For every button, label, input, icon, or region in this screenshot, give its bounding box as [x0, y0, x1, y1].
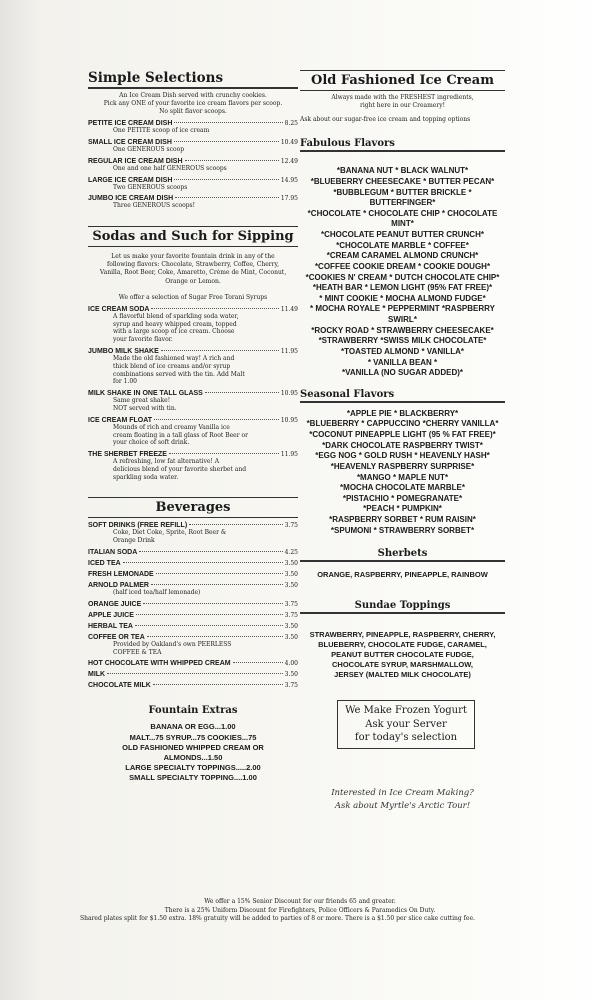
- item-price: 10.95: [280, 416, 298, 424]
- item-price: 14.95: [280, 176, 298, 184]
- item-name: REGULAR ICE CREAM DISH: [88, 157, 183, 165]
- dot-leader: [147, 636, 283, 637]
- menu-item: [88, 671, 298, 678]
- item-description: Mounds of rich and creamy Vanilla ice: [113, 423, 230, 431]
- item-name: ARNOLD PALMER: [88, 582, 149, 590]
- item-description: Orange Drink: [113, 537, 155, 545]
- flavor-line: *PISTACHIO * POMEGRANATE*: [342, 493, 463, 503]
- intro-line: An Ice Cream Dish served with crunchy cookies.: [119, 92, 267, 99]
- item-name: CHOCOLATE MILK: [88, 682, 151, 690]
- frozen-line: for today's selection: [354, 732, 458, 744]
- intro-line: Always made with the FRESHEST ingredients,: [331, 94, 474, 101]
- item-description: Two GENEROUS scoops: [113, 183, 188, 191]
- sherbets-list: ORANGE, RASPBERRY, PINEAPPLE, RAINBOW: [317, 570, 488, 580]
- flavor-line: *BUBBLEGUM * BUTTER BRICKLE * BUTTERFINGER*: [333, 187, 472, 208]
- fabulous-flavors-list: [300, 166, 505, 379]
- flavor-line: *MOCHA CHOCOLATE MARBLE*: [340, 483, 465, 493]
- arctic-tour-note: [300, 787, 505, 814]
- soda-items: [88, 306, 298, 482]
- extra-line: ALMONDS...1.50: [163, 752, 223, 762]
- item-price: 11.49: [280, 305, 298, 313]
- topping-line: PEANUT BUTTER CHOCOLATE FUDGE,: [331, 650, 474, 660]
- dot-leader: [185, 160, 279, 161]
- seasonal-flavors-title: Seasonal Flavors: [300, 389, 505, 403]
- flavor-line: *STRAWBERRY *SWISS MILK CHOCOLATE*: [318, 336, 487, 346]
- intro-line: No split flavor scoops.: [159, 108, 227, 116]
- item-price: 10.95: [280, 390, 298, 398]
- item-name: SOFT DRINKS (FREE REFILL): [88, 522, 188, 530]
- simple-selections-section: [88, 70, 298, 210]
- item-price: 11.95: [280, 451, 298, 459]
- item-description: your choice of soft drink.: [113, 439, 190, 447]
- flavor-line: *CHOCOLATE * CHOCOLATE CHIP * CHOCOLATE MINT*: [307, 208, 498, 229]
- dot-leader: [161, 350, 279, 351]
- frozen-line: We Make Frozen Yogurt: [345, 705, 467, 717]
- beverage-items: [88, 522, 298, 689]
- menu-item: [88, 158, 298, 165]
- left-column: [88, 70, 298, 783]
- item-name: HERBAL TEA: [88, 622, 133, 630]
- item-price: 11.95: [280, 347, 298, 355]
- sherbets-section: [300, 548, 505, 580]
- sodas-section: [88, 226, 298, 481]
- item-description: syrup and heavy whipped cream, topped: [113, 320, 237, 328]
- item-name: ITALIAN SODA: [88, 549, 138, 557]
- item-price: 17.95: [280, 195, 298, 203]
- dot-leader: [169, 453, 279, 454]
- item-description: for 1.00: [113, 378, 137, 386]
- simple-selections-title: Simple Selections: [88, 70, 298, 89]
- old-fashioned-section: [300, 70, 505, 124]
- fountain-extras-title: Fountain Extras: [148, 705, 238, 717]
- menu-item: [88, 195, 298, 202]
- arctic-line: Interested in Ice Cream Making?: [331, 787, 474, 798]
- menu-item: [88, 582, 298, 589]
- item-description: Three GENEROUS scoops!: [113, 202, 196, 210]
- sugar-free-note: Ask about our sugar-free ice cream and topping options: [300, 116, 471, 124]
- arctic-line: Ask about Myrtle's Arctic Tour!: [334, 801, 471, 812]
- flavor-line: *COOKIES N' CREAM * DUTCH CHOCOLATE CHIP*: [305, 272, 500, 282]
- intro-line: following flavors: Chocolate, Strawberry, Coffee, Cherry,: [107, 261, 279, 269]
- flavor-line: *BLUEBERRY CHEESECAKE * BUTTER PECAN*: [310, 176, 495, 186]
- item-price: 4.25: [284, 549, 298, 557]
- item-name: ICE CREAM SODA: [88, 305, 150, 313]
- item-name: MILK SHAKE IN ONE TALL GLASS: [88, 390, 203, 398]
- item-name: FRESH LEMONADE: [88, 571, 154, 579]
- old-fashioned-title: Old Fashioned Ice Cream: [300, 70, 505, 91]
- item-description: Made the old fashioned way! A rich and: [113, 354, 235, 362]
- item-name: HOT CHOCOLATE WITH WHIPPED CREAM: [88, 660, 231, 668]
- item-name: MILK: [88, 671, 106, 679]
- item-name: JUMBO ICE CREAM DISH: [88, 195, 174, 203]
- flavor-line: *EGG NOG * GOLD RUSH * HEAVENLY HASH*: [315, 451, 490, 461]
- menu-item: [88, 390, 298, 397]
- menu-item: [88, 682, 298, 689]
- extra-line: LARGE SPECIALTY TOPPINGS.....2.00: [125, 762, 261, 772]
- flavor-line: *ROCKY ROAD * STRAWBERRY CHEESECAKE*: [311, 325, 494, 335]
- dot-leader: [136, 614, 283, 615]
- item-description: One GENEROUS scoop: [113, 146, 185, 154]
- menu-item: [88, 549, 298, 556]
- item-price: 3.50: [284, 633, 298, 641]
- dot-leader: [139, 551, 282, 552]
- item-price: 3.50: [284, 622, 298, 630]
- item-description: (half iced tea/half lemonade): [113, 589, 201, 597]
- flavor-line: *CHOCOLATE MARBLE * COFFEE*: [336, 240, 469, 250]
- menu-item: [88, 139, 298, 146]
- intro-line: Orange or Lemon.: [165, 277, 221, 285]
- item-price: 4.00: [284, 660, 298, 668]
- topping-line: STRAWBERRY, PINEAPPLE, RASPBERRY, CHERRY,: [309, 630, 496, 640]
- item-description: COFFEE & TEA: [113, 648, 162, 656]
- item-name: JUMBO MILK SHAKE: [88, 347, 159, 355]
- item-name: SMALL ICE CREAM DISH: [88, 139, 172, 147]
- menu-item: [88, 120, 298, 127]
- intro-line: Pick any ONE of your favorite ice cream flavors per scoop.: [103, 100, 283, 108]
- footer-notes: [80, 898, 520, 924]
- item-description: thick blend of ice creams and/or syrup: [113, 362, 231, 370]
- flavor-line: * VANILLA BEAN *: [367, 357, 438, 367]
- sherbets-title: Sherbets: [300, 548, 505, 562]
- item-description: combinations served with the tin. Add Malt: [113, 370, 245, 378]
- item-description: Coke, Diet Coke, Sprite, Root Beer &: [113, 529, 227, 537]
- simple-items: [88, 120, 298, 210]
- extra-line: MALT...75 SYRUP...75 COOKIES...75: [129, 732, 257, 742]
- flavor-line: * MINT COOKIE * MOCHA ALMOND FUDGE*: [319, 293, 486, 303]
- flavor-line: *COCONUT PINEAPPLE LIGHT (95 % FAT FREE)*: [309, 430, 496, 440]
- flavor-line: *TOASTED ALMOND * VANILLA*: [341, 346, 464, 356]
- item-description: cream floating in a tall glass of Root Beer or: [113, 431, 248, 439]
- dot-leader: [205, 392, 279, 393]
- extra-line: BANANA OR EGG...1.00: [150, 722, 236, 732]
- item-description: Provided by Oakland's own PEERLESS: [113, 640, 232, 648]
- torani-note: We offer a selection of Sugar Free Torani Syrups: [118, 293, 268, 301]
- menu-item: [88, 571, 298, 578]
- item-name: THE SHERBET FREEZE: [88, 451, 167, 459]
- flavor-line: *PEACH * PUMPKIN*: [363, 504, 442, 514]
- item-description: your favorite flavor.: [113, 336, 173, 344]
- flavor-line: *VANILLA (NO SUGAR ADDED)*: [341, 368, 464, 378]
- intro-line: Let us make your favorite fountain drink in any of the: [111, 253, 275, 261]
- topping-line: JERSEY (MALTED MILK CHOCOLATE): [334, 670, 471, 680]
- fabulous-flavors-title: Fabulous Flavors: [300, 138, 505, 152]
- item-description: NOT served with tin.: [113, 404, 177, 412]
- fountain-extras-section: [88, 705, 298, 783]
- sundae-toppings-section: [300, 600, 505, 680]
- beverages-section: [88, 497, 298, 689]
- sundae-toppings-list: [300, 630, 505, 680]
- intro-line: right here in our Creamery!: [360, 102, 445, 110]
- topping-line: BLUEBERRY, CHOCOLATE FUDGE, CARAMEL,: [318, 640, 487, 650]
- flavor-line: *CREAM CARAMEL ALMOND CRUNCH*: [326, 251, 479, 261]
- extra-line: OLD FASHIONED WHIPPED CREAM OR: [122, 742, 264, 752]
- dot-leader: [175, 197, 279, 198]
- dot-leader: [107, 673, 283, 674]
- item-price: 3.75: [284, 522, 298, 530]
- menu-item: [88, 623, 298, 630]
- dot-leader: [189, 524, 282, 525]
- item-description: One PETITE scoop of ice cream: [113, 127, 210, 135]
- flavor-line: *CHOCOLATE PEANUT BUTTER CRUNCH*: [321, 230, 484, 240]
- right-column: [300, 70, 505, 814]
- item-name: PETITE ICE CREAM DISH: [88, 120, 173, 128]
- simple-intro: [88, 92, 298, 116]
- sodas-intro: [88, 253, 298, 285]
- item-name: LARGE ICE CREAM DISH: [88, 176, 173, 184]
- item-name: COFFEE OR TEA: [88, 633, 145, 641]
- seasonal-flavors-list: [300, 409, 505, 537]
- flavor-line: *RASPBERRY SORBET * RUM RAISIN*: [329, 515, 476, 525]
- flavor-line: *HEATH BAR * LEMON LIGHT (95% FAT FREE)*: [312, 283, 493, 293]
- flavor-line: *MANGO * MAPLE NUT*: [356, 472, 449, 482]
- menu-item: [88, 451, 298, 458]
- item-price: 3.50: [284, 560, 298, 568]
- item-name: ICED TEA: [88, 560, 121, 568]
- fabulous-flavors-section: [300, 138, 505, 379]
- menu-item: [88, 417, 298, 424]
- dot-leader: [174, 122, 282, 123]
- flavor-line: *APPLE PIE * BLACKBERRY*: [346, 408, 459, 418]
- item-price: 8.25: [284, 120, 298, 128]
- item-price: 3.50: [284, 671, 298, 679]
- item-name: ICE CREAM FLOAT: [88, 416, 153, 424]
- item-description: A flavorful blend of sparkling soda water,: [113, 312, 239, 320]
- menu-item: [88, 612, 298, 619]
- item-description: delicious blend of your favorite sherbet and: [113, 465, 247, 473]
- item-price: 10.49: [280, 139, 298, 147]
- fountain-extras-list: [88, 722, 298, 783]
- page-edge-shadow: [0, 0, 40, 1000]
- flavor-line: *HEAVENLY RASPBERRY SURPRISE*: [330, 461, 475, 471]
- dot-leader: [174, 179, 278, 180]
- frozen-yogurt-box: [337, 700, 475, 749]
- footer-line: We offer a 15% Senior Discount for our friends 65 and greater.: [204, 898, 396, 905]
- extra-line: SMALL SPECIALTY TOPPING....1.00: [129, 773, 257, 783]
- flavor-line: * MOCHA ROYALE * PEPPERMINT *RASPBERRY SWIRL*: [310, 304, 495, 325]
- dot-leader: [154, 419, 279, 420]
- beverages-title: Beverages: [88, 497, 298, 518]
- dot-leader: [174, 141, 279, 142]
- footer-line: Shared plates split for $1.50 extra. 18% gratuity will be added to parties of 8 or more. There is a $1.50 per slice cake cutting fee.: [80, 915, 475, 923]
- frozen-line: Ask your Server: [365, 718, 447, 730]
- dot-leader: [156, 573, 283, 574]
- menu-item: [88, 522, 298, 529]
- item-description: A refreshing, low fat alternative! A: [113, 458, 220, 466]
- dot-leader: [123, 562, 283, 563]
- item-price: 3.75: [284, 600, 298, 608]
- menu-item: [88, 660, 298, 667]
- seasonal-flavors-section: [300, 389, 505, 537]
- menu-item: [88, 634, 298, 641]
- item-description: sparkling soda water.: [113, 473, 179, 481]
- dot-leader: [143, 603, 282, 604]
- topping-line: CHOCOLATE SYRUP, MARSHMALLOW,: [332, 660, 473, 670]
- item-price: 3.50: [284, 571, 298, 579]
- item-price: 12.49: [280, 157, 298, 165]
- menu-item: [88, 348, 298, 355]
- flavor-line: *COFFEE COOKIE DREAM * COOKIE DOUGH*: [314, 261, 491, 271]
- menu-item: [88, 177, 298, 184]
- dot-leader: [151, 308, 278, 309]
- item-price: 3.50: [284, 582, 298, 590]
- item-description: Same great shake!: [113, 397, 171, 405]
- flavor-line: *DARK CHOCOLATE RASPBERRY TWIST*: [322, 440, 483, 450]
- item-price: 3.75: [284, 611, 298, 619]
- flavor-line: *SPUMONI * STRAWBERRY SORBET*: [330, 525, 475, 535]
- flavor-line: *BANANA NUT * BLACK WALNUT*: [336, 166, 469, 176]
- item-description: with a large scoop of ice cream. Choose: [113, 328, 235, 336]
- dot-leader: [135, 625, 283, 626]
- item-name: ORANGE JUICE: [88, 600, 142, 608]
- flavor-line: *BLUEBERRY * CAPPUCCINO *CHERRY VANILLA*: [306, 419, 499, 429]
- dot-leader: [151, 584, 283, 585]
- menu-item: [88, 560, 298, 567]
- old-fashioned-intro: [300, 94, 505, 110]
- menu-item: [88, 306, 298, 313]
- item-name: APPLE JUICE: [88, 611, 134, 619]
- dot-leader: [153, 684, 283, 685]
- item-description: One and one half GENEROUS scoops: [113, 164, 227, 172]
- dot-leader: [233, 662, 283, 663]
- sundae-toppings-title: Sundae Toppings: [300, 600, 505, 614]
- intro-line: Vanilla, Root Beer, Coke, Amaretto, Crème de Mint, Coconut,: [99, 269, 287, 277]
- sodas-title: Sodas and Such for Sipping: [88, 226, 298, 247]
- item-price: 3.75: [284, 682, 298, 690]
- menu-item: [88, 601, 298, 608]
- footer-line: There is a 25% Uniform Discount for Firefighters, Police Officers & Paramedics On Duty.: [164, 906, 436, 914]
